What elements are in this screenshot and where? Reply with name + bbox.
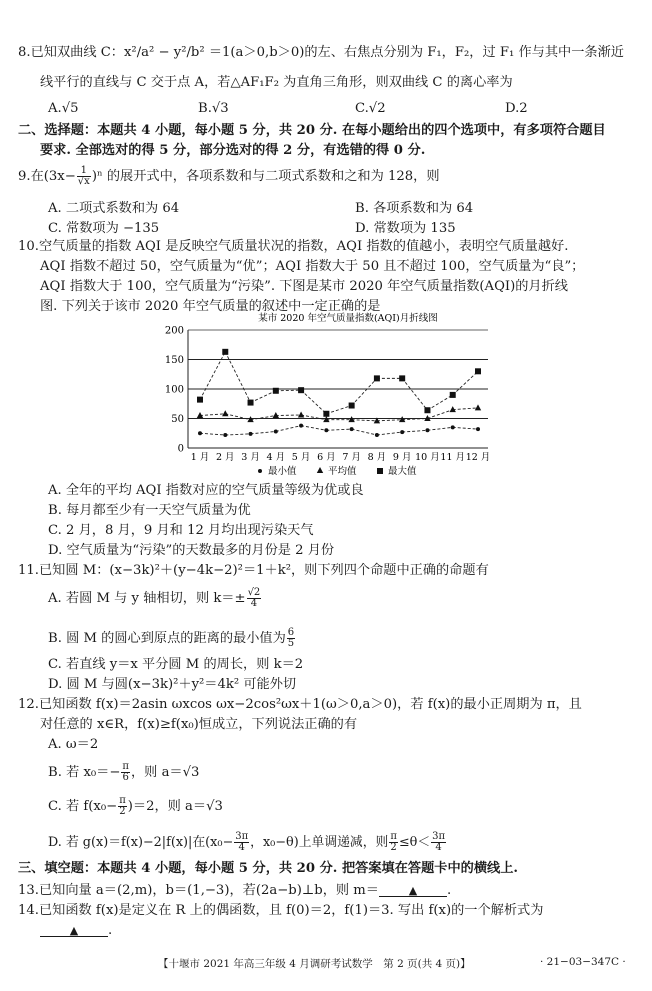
point-square-1 xyxy=(197,397,203,403)
point-circle-4 xyxy=(274,429,278,433)
x-tick-label-1: 1 月 xyxy=(190,452,210,463)
legend-marker-triangle xyxy=(317,467,323,473)
q10-option-c: C. 2 月，8 月，9 月和 12 月均出现污染天气 xyxy=(48,523,314,538)
section2-line1: 二、选择题：本题共 4 小题，每小题 5 分，共 20 分. 在每小题给出的四个选项中，有多项符合题目 xyxy=(18,123,606,138)
x-tick-label-9: 9 月 xyxy=(392,452,412,463)
q10-option-b: B. 每月都至少有一天空气质量为优 xyxy=(48,503,251,518)
q14-answer-line: ▲ . xyxy=(40,922,112,940)
point-square-6 xyxy=(323,411,329,417)
q13-answer-blank: ▲ xyxy=(379,882,447,897)
q11-option-d: D. 圆 M 与圆(x−3k)²＋y²＝4k² 可能外切 xyxy=(48,677,297,692)
series-triangle-segment xyxy=(377,420,402,421)
point-square-10 xyxy=(424,407,430,413)
series-circle-segment xyxy=(251,431,276,433)
q12-option-d: D. 若 g(x)＝f(x)−2|f(x)|在(x₀− $\frac{3\pi}{4}$ ，x₀−θ)上单调递减，则 $\frac{\pi}{2}$ ≤θ＜ $\frac{3\pi}{4}$ xyxy=(48,831,446,853)
q9-option-b: B. 各项系数和为 64 xyxy=(355,201,474,216)
point-triangle-7 xyxy=(348,416,354,422)
q8-line1: 8.已知双曲线 C：x²/a² − y²/b² ＝1(a＞0,b＞0)的左、右焦点分别为 F₁，F₂，过 F₁ 作与其中一条渐近 xyxy=(18,45,624,60)
series-circle-segment xyxy=(276,426,301,432)
point-triangle-6 xyxy=(323,416,329,422)
y-tick-label-100: 100 xyxy=(164,384,184,396)
y-tick-label-200: 200 xyxy=(164,325,184,337)
x-tick-label-5: 5 月 xyxy=(291,452,311,463)
point-circle-10 xyxy=(425,428,429,432)
q10-line4: 图. 下列关于该市 2020 年空气质量的叙述中一定正确的是 xyxy=(40,299,381,314)
q13-stem: 13.已知向量 a＝(2,m)，b＝(1,−3)，若(2a−b)⊥b，则 m＝ ▲ . xyxy=(18,883,452,898)
series-square-segment xyxy=(453,371,478,395)
series-circle-segment xyxy=(352,429,377,435)
q12-option-a: A. ω＝2 xyxy=(48,737,99,752)
y-tick-label-50: 50 xyxy=(171,414,184,425)
series-square-segment xyxy=(251,391,276,403)
q14-line1: 14.已知函数 f(x)是定义在 R 上的偶函数，且 f(0)＝2，f(1)＝3. 写出 f(x)的一个解析式为 xyxy=(18,903,544,918)
q14-answer-blank: ▲ xyxy=(40,922,108,937)
aqi-chart xyxy=(158,312,498,480)
series-circle-segment xyxy=(427,427,452,430)
series-square-segment xyxy=(427,395,452,410)
series-triangle-segment xyxy=(200,414,225,416)
point-circle-8 xyxy=(375,433,379,437)
legend-marker-circle xyxy=(258,469,262,473)
point-square-7 xyxy=(349,403,355,409)
point-square-12 xyxy=(475,368,481,374)
q12-option-c: C. 若 f(x₀− $\frac{\pi}{2}$ )＝2，则 a＝√3 xyxy=(48,795,223,817)
series-circle-segment xyxy=(326,429,351,430)
x-tick-label-3: 3 月 xyxy=(241,452,260,463)
x-tick-label-6: 6 月 xyxy=(317,452,336,463)
x-tick-label-2: 2 月 xyxy=(215,452,235,463)
point-square-3 xyxy=(248,400,254,406)
q12-line2: 对任意的 x∈R，f(x)≥f(x₀)恒成立，下列说法正确的有 xyxy=(40,717,358,732)
q10-option-a: A. 全年的平均 AQI 指数对应的空气质量等级为优或良 xyxy=(48,483,364,498)
series-square-segment xyxy=(326,406,351,414)
series-circle-segment xyxy=(200,433,225,435)
x-tick-label-8: 8 月 xyxy=(367,452,387,463)
q9-stem: 9.在(3x− $\frac{1}{√x}$ )ⁿ 的展开式中，各项系数和与二项式系数和之和为 128，则 xyxy=(18,165,440,187)
q8-option-a: A.√5 xyxy=(48,101,79,116)
aqi-chart-svg xyxy=(158,312,498,480)
q8-option-c: C.√2 xyxy=(355,101,386,116)
point-circle-12 xyxy=(476,427,480,431)
q8-option-b: B.√3 xyxy=(198,101,229,116)
series-triangle-segment xyxy=(251,416,276,420)
q10-option-d: D. 空气质量为“污染”的天数最多的月份是 2 月份 xyxy=(48,543,335,558)
point-square-9 xyxy=(399,375,405,381)
series-square-segment xyxy=(402,378,427,410)
point-circle-3 xyxy=(249,432,253,436)
q10-line3: AQI 指数大于 100，空气质量为“污染”. 下图是某市 2020 年空气质量指数(AQI)的月折线 xyxy=(40,279,568,294)
y-tick-label-150: 150 xyxy=(164,355,184,366)
series-circle-segment xyxy=(377,432,402,435)
q11-stem: 11.已知圆 M：(x−3k)²＋(y−4k−2)²＝1＋k²，则下列四个命题中正确的命题有 xyxy=(18,563,489,578)
point-triangle-2 xyxy=(222,410,228,416)
point-circle-5 xyxy=(299,424,303,428)
q9-option-a: A. 二项式系数和为 64 xyxy=(48,201,180,216)
point-circle-11 xyxy=(451,425,455,429)
point-circle-2 xyxy=(223,433,227,437)
q10-line2: AQI 指数不超过 50，空气质量为“优”；AQI 指数大于 50 且不超过 100，空气质量为“良”； xyxy=(40,259,585,274)
x-tick-label-7: 7 月 xyxy=(342,452,361,463)
footer-code: · 21−03−347C · xyxy=(540,956,626,968)
series-circle-segment xyxy=(402,430,427,432)
point-circle-7 xyxy=(350,427,354,431)
x-tick-label-10: 10 月 xyxy=(415,452,440,463)
point-triangle-5 xyxy=(298,411,304,417)
series-square-segment xyxy=(276,390,301,391)
q8-line2: 线平行的直线与 C 交于点 A，若△AF₁F₂ 为直角三角形，则双曲线 C 的离心率为 xyxy=(40,75,513,90)
x-tick-label-4: 4 月 xyxy=(266,452,286,463)
q9-option-d: D. 常数项为 135 xyxy=(355,221,456,236)
series-circle-segment xyxy=(453,427,478,429)
section2-line2: 要求. 全部选对的得 5 分，部分选对的得 2 分，有选错的得 0 分. xyxy=(40,143,426,158)
point-square-2 xyxy=(222,349,228,355)
q9-fraction: $\frac{1}{√x}$ xyxy=(77,165,90,187)
series-square-segment xyxy=(352,378,377,405)
point-triangle-12 xyxy=(475,404,481,410)
legend-label-circle: 最小值 xyxy=(268,466,297,477)
x-tick-label-11: 11 月 xyxy=(440,452,466,463)
series-triangle-segment xyxy=(276,415,301,416)
q10-line1: 10.空气质量的指数 AQI 是反映空气质量状况的指数，AQI 指数的值越小，表明空气质量越好. xyxy=(18,239,569,254)
q8-option-d: D.2 xyxy=(505,101,528,116)
point-square-8 xyxy=(374,375,380,381)
point-circle-6 xyxy=(324,428,328,432)
point-circle-9 xyxy=(400,430,404,434)
section3-heading: 三、填空题：本题共 4 小题，每小题 5 分，共 20 分. 把答案填在答题卡中的横线上. xyxy=(18,861,519,876)
q11-option-b: B. 圆 M 的圆心到原点的距离的最小值为 $\frac{6}{5}$ xyxy=(48,627,295,649)
series-triangle-segment xyxy=(427,410,452,419)
point-square-11 xyxy=(450,392,456,398)
legend-label-triangle: 平均值 xyxy=(328,466,357,477)
y-tick-label-0: 0 xyxy=(177,443,184,455)
q11-option-c: C. 若直线 y＝x 平分圆 M 的周长，则 k＝2 xyxy=(48,657,304,672)
series-circle-segment xyxy=(301,426,326,431)
series-triangle-segment xyxy=(453,408,478,410)
q11-option-a: A. 若圆 M 与 y 轴相切，则 k＝± $\frac{√2}{4}$ xyxy=(48,587,261,609)
footer-page-info: 【十堰市 2021 年高三年级 4 月调研考试数学 第 2 页(共 4 页)】 xyxy=(158,958,471,970)
series-circle-segment xyxy=(225,434,250,435)
series-triangle-segment xyxy=(352,420,377,421)
series-square-segment xyxy=(200,352,225,400)
legend-marker-square xyxy=(377,468,383,474)
point-circle-1 xyxy=(198,431,202,435)
x-tick-label-12: 12 月 xyxy=(465,452,491,463)
chart-title: 某市 2020 年空气质量指数(AQI)月折线图 xyxy=(258,313,438,324)
point-square-4 xyxy=(273,388,279,394)
q12-option-b: B. 若 x₀＝− $\frac{\pi}{6}$ ，则 a＝√3 xyxy=(48,761,200,783)
series-square-segment xyxy=(301,390,326,414)
q9-option-c: C. 常数项为 −135 xyxy=(48,221,160,236)
legend-label-square: 最大值 xyxy=(388,466,417,477)
q12-line1: 12.已知函数 f(x)＝2asin ωxcos ωx−2cos²ωx＋1(ω＞0,a＞0)，若 f(x)的最小正周期为 π，且 xyxy=(18,697,582,712)
point-square-5 xyxy=(298,387,304,393)
